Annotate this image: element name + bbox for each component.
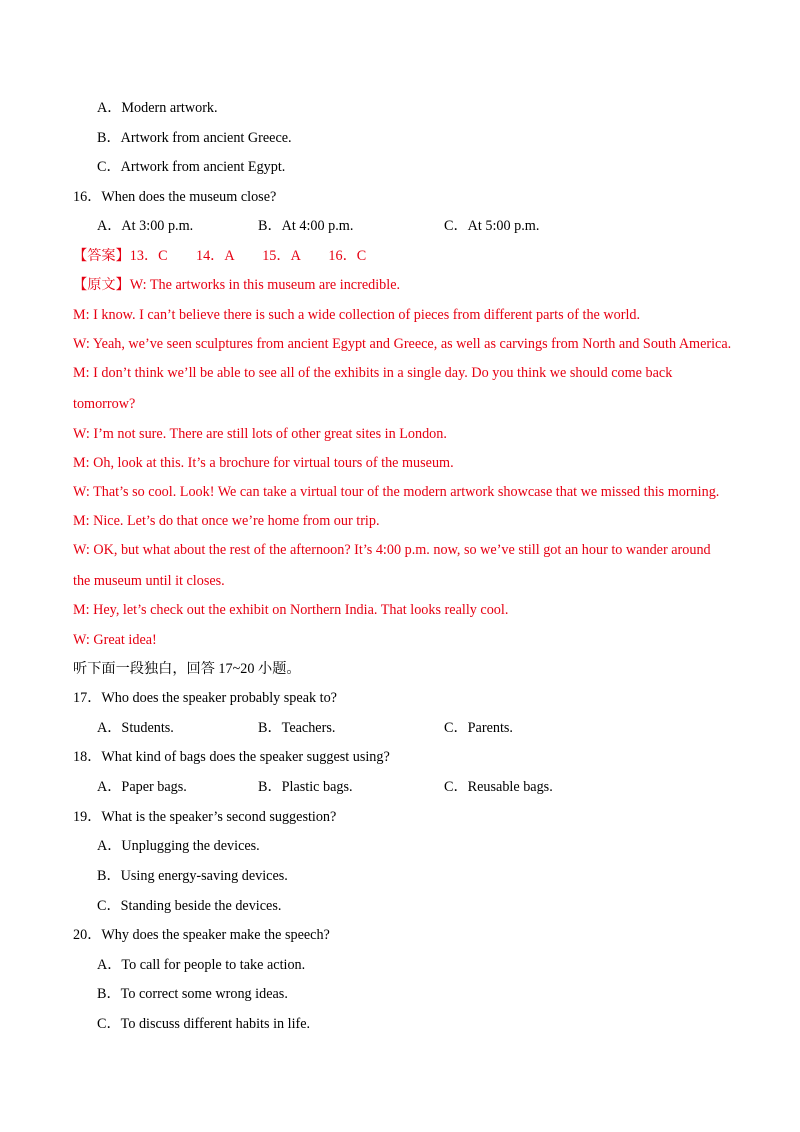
q18-option-a: A．Paper bags. bbox=[97, 779, 187, 795]
q15-option-b: B．Artwork from ancient Greece. bbox=[97, 130, 292, 146]
transcript-line: W: Great idea! bbox=[73, 632, 157, 648]
q19-option-b: B．Using energy-saving devices. bbox=[97, 868, 288, 884]
q17-option-b: B．Teachers. bbox=[258, 720, 336, 736]
transcript-first-line bbox=[73, 276, 400, 294]
q19-option-a: A．Unplugging the devices. bbox=[97, 838, 260, 854]
q18-option-b: B．Plastic bags. bbox=[258, 779, 353, 795]
transcript-line: M: Nice. Let’s do that once we’re home from our trip. bbox=[73, 513, 380, 529]
answer-line bbox=[73, 247, 366, 265]
transcript-line: tomorrow? bbox=[73, 396, 136, 412]
q20-option-c: C．To discuss different habits in life. bbox=[97, 1016, 311, 1032]
transcript-line: M: Hey, let’s check out the exhibit on Northern India. That looks really cool. bbox=[73, 602, 509, 618]
q17-stem: 17．Who does the speaker probably speak to? bbox=[73, 690, 337, 706]
q16-option-b: B．At 4:00 p.m. bbox=[258, 218, 354, 234]
q20-stem: 20．Why does the speaker make the speech? bbox=[73, 927, 330, 943]
q19-stem: 19．What is the speaker’s second suggestion? bbox=[73, 809, 337, 825]
transcript-line: W: That’s so cool. Look! We can take a virtual tour of the modern artwork showcase that we missed this morning. bbox=[73, 484, 720, 500]
q19-option-c: C．Standing beside the devices. bbox=[97, 898, 282, 914]
transcript-line: W: The artworks in this museum are incredible. bbox=[129, 277, 401, 293]
q16-option-c: C．At 5:00 p.m. bbox=[444, 218, 540, 234]
q17-option-c: C．Parents. bbox=[444, 720, 513, 736]
section-intro: 听下面一段独白，回答 17~20 小题。 bbox=[73, 661, 301, 677]
transcript-line: W: Yeah, we’ve seen sculptures from ancient Egypt and Greece, as well as carvings from North and South America. bbox=[73, 336, 732, 352]
q20-option-b: B．To correct some wrong ideas. bbox=[97, 986, 288, 1002]
transcript-line: M: Oh, look at this. It’s a brochure for virtual tours of the museum. bbox=[73, 455, 454, 471]
q20-option-a: A．To call for people to take action. bbox=[97, 957, 306, 973]
q18-option-c: C．Reusable bags. bbox=[444, 779, 553, 795]
transcript-line: W: I’m not sure. There are still lots of other great sites in London. bbox=[73, 426, 447, 442]
q16-option-a: A．At 3:00 p.m. bbox=[97, 218, 194, 234]
q15-option-c: C．Artwork from ancient Egypt. bbox=[97, 159, 286, 175]
q16-stem: 16．When does the museum close? bbox=[73, 189, 277, 205]
q18-stem: 18．What kind of bags does the speaker suggest using? bbox=[73, 749, 390, 765]
transcript-label: 【原文】 bbox=[73, 277, 130, 293]
transcript-line: the museum until it closes. bbox=[73, 573, 225, 589]
transcript-line: M: I don’t think we’ll be able to see all of the exhibits in a single day. Do you think we should come back bbox=[73, 365, 673, 381]
answer-label: 【答案】 bbox=[73, 248, 130, 264]
transcript-line: M: I know. I can’t believe there is such a wide collection of pieces from different parts of the world. bbox=[73, 307, 641, 323]
q17-option-a: A．Students. bbox=[97, 720, 174, 736]
q15-option-a: A．Modern artwork. bbox=[97, 100, 218, 116]
answer-text: 13．C 14．A 15．A 16．C bbox=[129, 248, 367, 264]
transcript-line: W: OK, but what about the rest of the afternoon? It’s 4:00 p.m. now, so we’ve still got an hour to wander around bbox=[73, 542, 711, 558]
